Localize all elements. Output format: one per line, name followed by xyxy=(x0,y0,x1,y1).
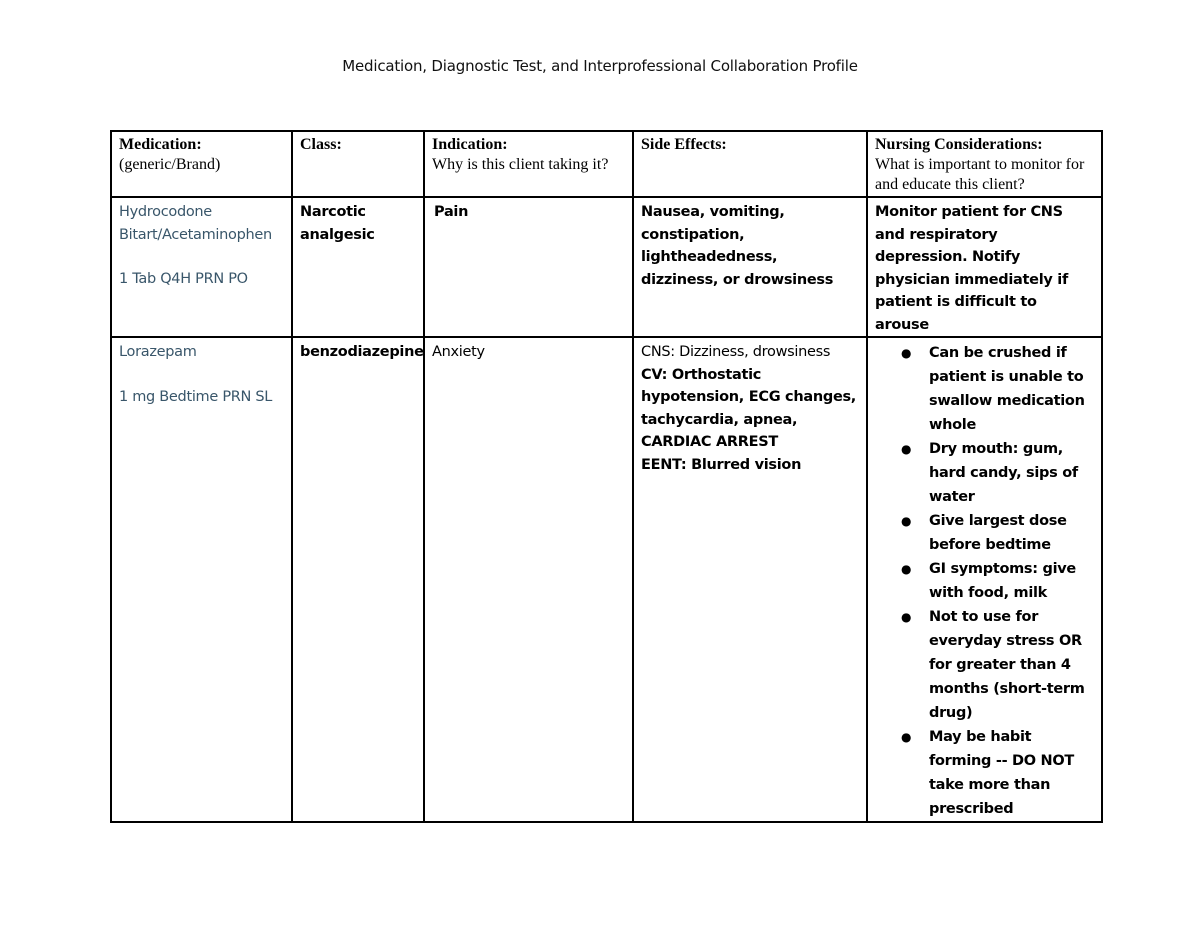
list-item-text: GI symptoms: give with food, milk xyxy=(929,561,1076,601)
list-item xyxy=(901,557,1094,605)
side-effect-line: CV: Orthostatic hypotension, ECG changes, tachycardia, apnea, CARDIAC ARREST xyxy=(641,366,857,450)
bullet-icon: ● xyxy=(901,514,912,528)
list-item xyxy=(901,437,1094,509)
bullet-icon: ● xyxy=(901,730,912,744)
list-item xyxy=(901,509,1094,557)
header-nursing-label: Nursing Considerations: xyxy=(875,136,1043,153)
header-side-effects xyxy=(633,131,867,197)
bullet-icon: ● xyxy=(901,562,912,576)
header-medication-label: Medication: xyxy=(119,136,202,153)
nursing-text: Monitor patient for CNS and respiratory depression. Notify physician immediately if patient is difficult to arouse xyxy=(875,204,1068,333)
list-item-text: Not to use for everyday stress OR for greater than 4 months (short-term drug) xyxy=(929,609,1085,721)
class-text: Narcotic analgesic xyxy=(300,204,375,243)
medication-dose: 1 mg Bedtime PRN SL xyxy=(119,388,273,405)
medication-cell xyxy=(111,197,292,337)
indication-text: Anxiety xyxy=(432,344,485,360)
bullet-icon: ● xyxy=(901,346,912,360)
side-effect-line: EENT: Blurred vision xyxy=(641,456,802,473)
bullet-icon: ● xyxy=(901,610,912,624)
class-cell xyxy=(292,337,424,822)
header-class-label: Class: xyxy=(300,136,342,153)
header-class xyxy=(292,131,424,197)
medication-cell xyxy=(111,337,292,822)
bullet-icon: ● xyxy=(901,442,912,456)
header-side-effects-label: Side Effects: xyxy=(641,136,727,153)
class-text: benzodiazepine xyxy=(300,344,424,360)
side-effects-text: Nausea, vomiting, constipation, lightheadedness, dizziness, or drowsiness xyxy=(641,204,834,288)
list-item xyxy=(901,341,1094,437)
table-row xyxy=(111,197,1102,337)
medication-name: Lorazepam xyxy=(119,344,197,360)
header-nursing xyxy=(867,131,1102,197)
nursing-cell xyxy=(867,337,1102,822)
indication-cell xyxy=(424,337,633,822)
list-item-text: Dry mouth: gum, hard candy, sips of water xyxy=(929,441,1078,505)
side-effects-cell xyxy=(633,197,867,337)
class-cell xyxy=(292,197,424,337)
list-item xyxy=(901,605,1094,725)
medication-name: Hydrocodone Bitart/Acetaminophen xyxy=(119,204,272,243)
list-item-text: May be habit forming -- DO NOT take more than prescribed xyxy=(929,729,1074,817)
header-medication-sub: (generic/Brand) xyxy=(119,156,221,173)
table-header-row xyxy=(111,131,1102,197)
header-indication xyxy=(424,131,633,197)
list-item-text: Give largest dose before bedtime xyxy=(929,513,1067,553)
medication-dose: 1 Tab Q4H PRN PO xyxy=(119,271,248,287)
header-medication xyxy=(111,131,292,197)
header-indication-sub: Why is this client taking it? xyxy=(432,156,609,173)
nursing-considerations-list xyxy=(875,341,1094,821)
nursing-cell xyxy=(867,197,1102,337)
indication-cell xyxy=(424,197,633,337)
side-effect-line: CNS: Dizziness, drowsiness xyxy=(641,344,831,360)
medication-table xyxy=(110,130,1103,823)
table-row xyxy=(111,337,1102,822)
page-title: Medication, Diagnostic Test, and Interprofessional Collaboration Profile xyxy=(342,57,858,75)
header-nursing-sub: What is important to monitor for and educate this client? xyxy=(875,156,1085,193)
list-item xyxy=(901,725,1094,821)
list-item-text: Can be crushed if patient is unable to swallow medication whole xyxy=(929,345,1085,433)
header-indication-label: Indication: xyxy=(432,136,508,153)
indication-text: Pain xyxy=(434,204,469,220)
side-effects-cell xyxy=(633,337,867,822)
